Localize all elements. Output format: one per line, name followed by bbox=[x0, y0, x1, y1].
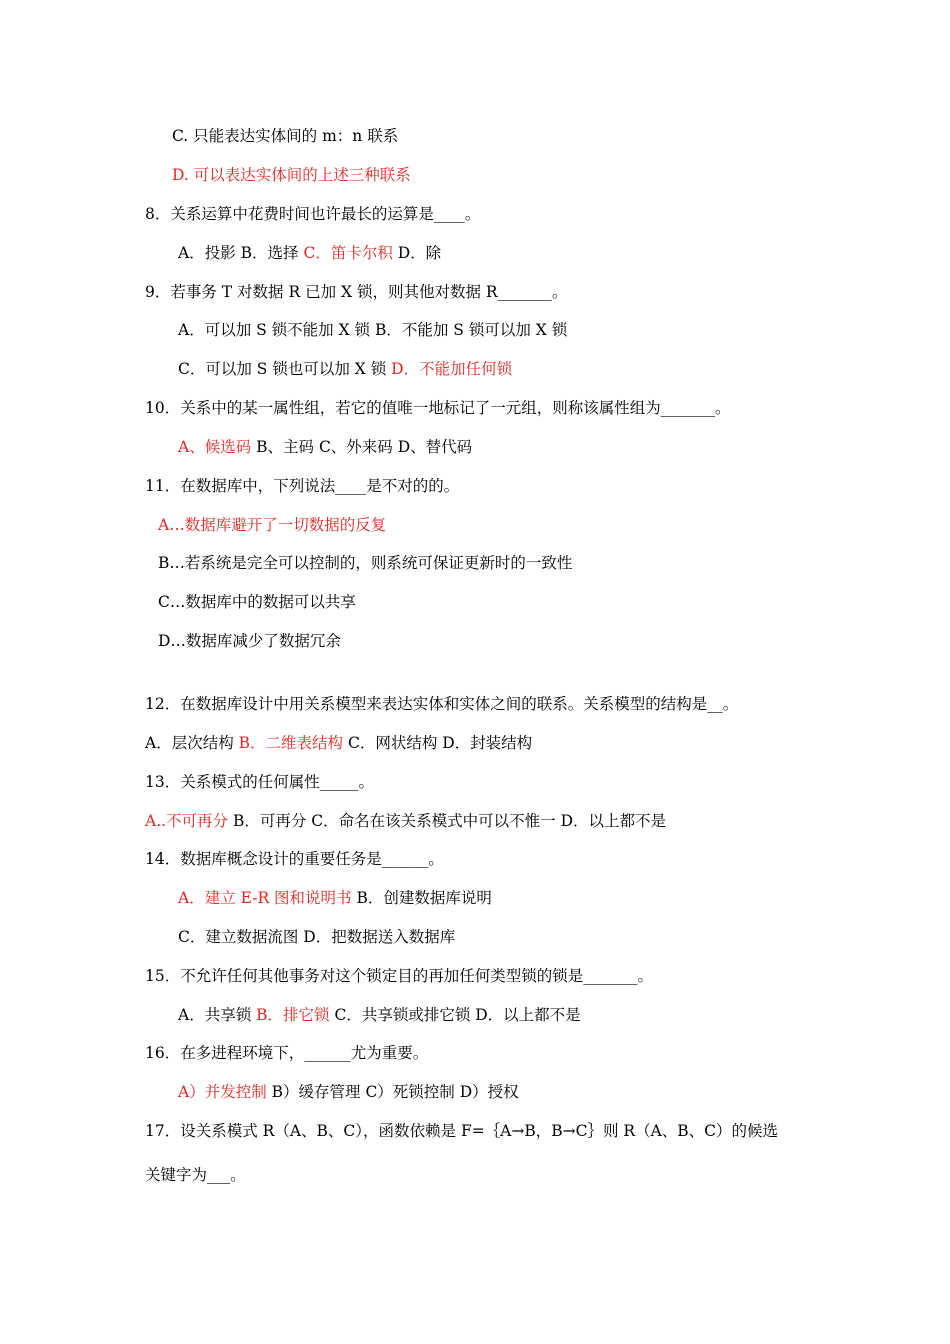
q8-answer: C．笛卡尔积 bbox=[303, 244, 393, 262]
q12-answer: B．二维表结构 bbox=[238, 734, 344, 752]
q16-answer: A）并发控制 bbox=[178, 1083, 267, 1101]
q8-options bbox=[178, 243, 441, 263]
question-8: 8．关系运算中花费时间也许最长的运算是____。 bbox=[145, 205, 481, 223]
q12-options-cd: C．网状结构 D．封装结构 bbox=[343, 734, 533, 752]
q10-options bbox=[178, 437, 472, 457]
q14-answer: A．建立 E-R 图和说明书 bbox=[178, 889, 352, 907]
q12-options bbox=[145, 733, 532, 753]
q14-options-cd: C．建立数据流图 D．把数据送入数据库 bbox=[178, 928, 456, 946]
q10-answer: A、候选码 bbox=[178, 438, 252, 456]
question-17: 17．设关系模式 R（A、B、C），函数依赖是 F=｛A→B，B→C｝则 R（A、B、C）的候选 bbox=[145, 1122, 779, 1140]
q15-options bbox=[178, 1005, 581, 1025]
q12-option-a: A．层次结构 bbox=[145, 734, 239, 752]
q14-option-b: B．创建数据库说明 bbox=[351, 889, 492, 907]
q8-options-ab: A．投影 B．选择 bbox=[178, 244, 304, 262]
question-10: 10．关系中的某一属性组，若它的值唯一地标记了一元组，则称该属性组为_______。 bbox=[145, 399, 731, 417]
q11-answer: A…数据库避开了一切数据的反复 bbox=[158, 516, 387, 534]
q9-option-c: C．可以加 S 锁也可以加 X 锁 bbox=[178, 360, 392, 378]
q7-option-d-answer: D. 可以表达实体间的上述三种联系 bbox=[172, 166, 411, 184]
q15-options-cd: C．共享锁或排它锁 D．以上都不是 bbox=[329, 1006, 581, 1024]
q8-option-d: D．除 bbox=[392, 244, 442, 262]
q7-option-c-text: C. 只能表达实体间的 m：n 联系 bbox=[172, 127, 399, 145]
q11-option-c: C…数据库中的数据可以共享 bbox=[158, 593, 356, 611]
q15-answer: B．排它锁 bbox=[256, 1006, 330, 1024]
q9-options-ab: A．可以加 S 锁不能加 X 锁 B．不能加 S 锁可以加 X 锁 bbox=[178, 321, 568, 339]
q7-option-c bbox=[172, 126, 398, 146]
q9-answer: D．不能加任何锁 bbox=[391, 360, 513, 378]
q15-option-a: A．共享锁 bbox=[178, 1006, 257, 1024]
question-9: 9．若事务 T 对数据 R 已加 X 锁，则其他对数据 R_______。 bbox=[145, 283, 568, 301]
q16-options bbox=[178, 1082, 519, 1102]
q13-options-bcd: B．可再分 C．命名在该关系模式中可以不惟一 D．以上都不是 bbox=[228, 812, 667, 830]
question-17-continued: 关键字为___。 bbox=[145, 1166, 246, 1184]
q9-options-cd bbox=[178, 359, 512, 379]
q11-option-b: B…若系统是完全可以控制的，则系统可保证更新时的一致性 bbox=[158, 554, 573, 572]
question-14: 14．数据库概念设计的重要任务是______。 bbox=[145, 850, 444, 868]
q13-answer: A..不可再分 bbox=[145, 812, 229, 830]
question-12: 12．在数据库设计中用关系模型来表达实体和实体之间的联系。关系模型的结构是__。 bbox=[145, 695, 739, 713]
question-13: 13．关系模式的任何属性_____。 bbox=[145, 773, 374, 791]
q13-options bbox=[145, 811, 666, 831]
question-15: 15．不允许任何其他事务对这个锁定目的再加任何类型锁的锁是_______。 bbox=[145, 967, 653, 985]
q10-options-bcd: B、主码 C、外来码 D、替代码 bbox=[251, 438, 473, 456]
question-16: 16．在多进程环境下，______尤为重要。 bbox=[145, 1044, 429, 1062]
q14-options-ab bbox=[178, 888, 492, 908]
q11-option-d: D…数据库减少了数据冗余 bbox=[158, 632, 341, 650]
q16-options-bcd: B）缓存管理 C）死锁控制 D）授权 bbox=[266, 1083, 519, 1101]
question-11: 11．在数据库中，下列说法____是不对的的。 bbox=[145, 477, 460, 495]
